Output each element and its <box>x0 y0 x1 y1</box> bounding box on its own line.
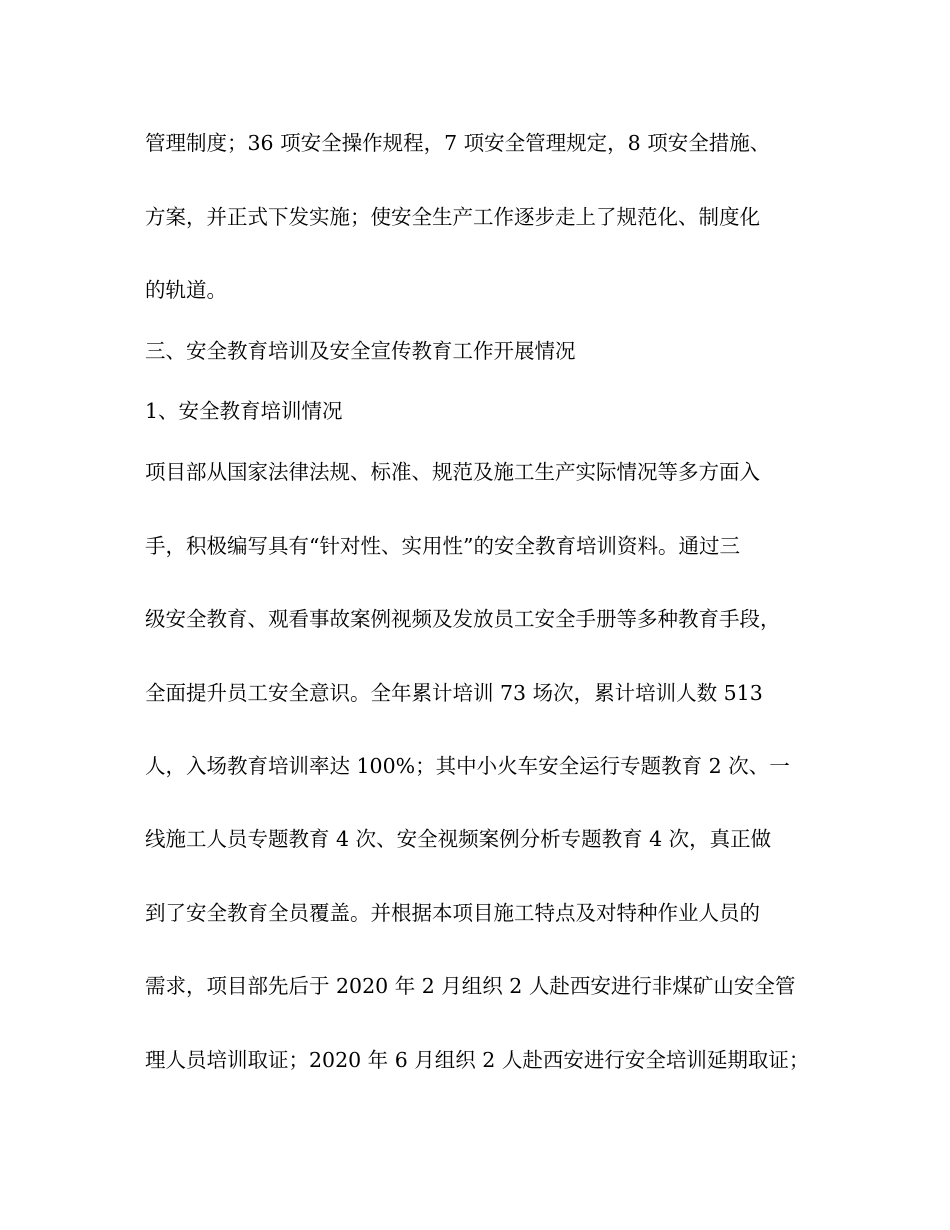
paragraph-line: 手，积极编写具有“针对性、实用性”的安全教育培训资料。通过三 <box>145 534 740 558</box>
paragraph-line: 理人员培训取证；2020 年 6 月组织 2 人赴西安进行安全培训延期取证； <box>145 1048 810 1072</box>
paragraph-line: 项目部从国家法律法规、标准、规范及施工生产实际情况等多方面入 <box>145 460 760 484</box>
paragraph-line: 需求，项目部先后于 2020 年 2 月组织 2 人赴西安进行非煤矿山安全管 <box>145 974 796 998</box>
paragraph-line: 的轨道。 <box>145 278 227 302</box>
paragraph-line: 到了安全教育全员覆盖。并根据本项目施工特点及对特种作业人员的 <box>145 901 760 925</box>
section-heading: 三、安全教育培训及安全宣传教育工作开展情况 <box>145 339 576 363</box>
paragraph-line: 级安全教育、观看事故案例视频及发放员工安全手册等多种教育手段， <box>145 607 781 631</box>
subsection-heading: 1、安全教育培训情况 <box>145 399 343 423</box>
paragraph-line: 线施工人员专题教育 4 次、安全视频案例分析专题教育 4 次，真正做 <box>145 827 772 851</box>
paragraph-line: 管理制度；36 项安全操作规程，7 项安全管理规定，8 项安全措施、 <box>145 131 771 155</box>
paragraph-line: 全面提升员工安全意识。全年累计培训 73 场次，累计培训人数 513 <box>145 681 763 705</box>
paragraph-line: 人，入场教育培训率达 100%；其中小火车安全运行专题教育 2 次、一 <box>145 754 790 778</box>
paragraph-line: 方案，并正式下发实施；使安全生产工作逐步走上了规范化、制度化 <box>145 205 760 229</box>
